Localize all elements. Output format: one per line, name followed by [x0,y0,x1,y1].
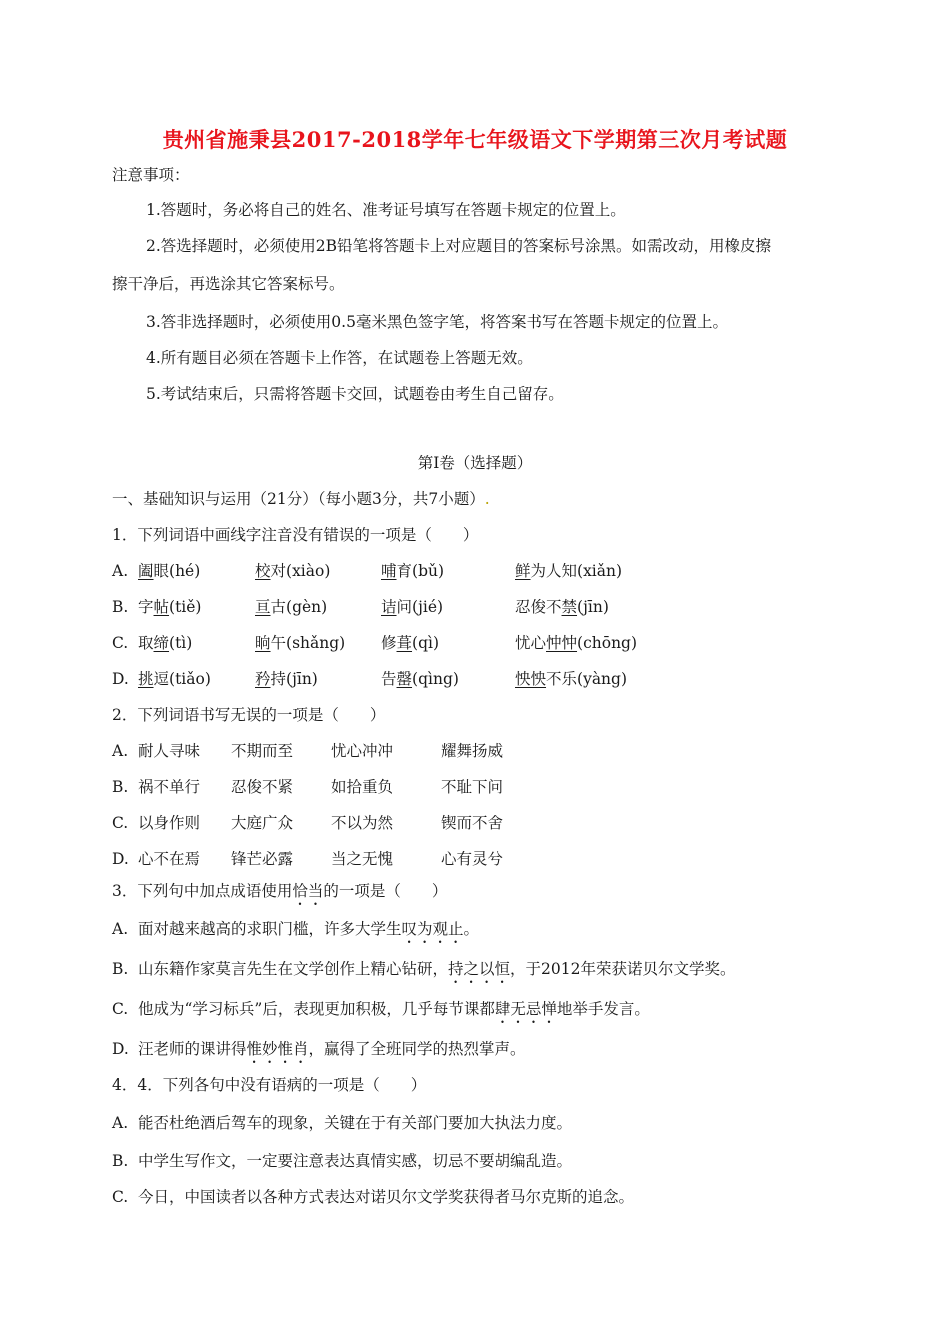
term-rest: 古(gèn) [270,598,328,616]
option-term [138,596,201,618]
notice-item-4: 4.所有题目必须在答题卡上作答，在试题卷上答题无效。 [146,349,533,367]
term-rest: 午(shǎng) [270,634,346,652]
option-term [255,560,330,582]
term-rest: 为人知(xiǎn) [530,562,623,580]
q2-stem: 2．下列词语书写无误的一项是（ ） [112,706,386,724]
q3-option-d [112,1038,526,1067]
option-term: 锋芒必露 [231,850,294,868]
sentence-pre: 他成为“学习标兵”后，表现更加积极，几乎每节课都 [138,1000,495,1018]
option-term: 如拾重负 [331,778,394,796]
sentence-post: ，于2012年荣获诺贝尔文学奖。 [510,960,736,978]
option-term: 忍俊不紧 [231,778,294,796]
option-term: 当之无愧 [331,850,394,868]
underlined-char: 怏怏 [515,670,547,688]
option-term: 不以为然 [331,814,394,832]
q1-stem: 1．下列词语中画线字注音没有错误的一项是（ ） [112,526,479,544]
sentence-pre: 山东籍作家莫言先生在文学创作上精心钻研， [138,960,449,978]
q4-option-a [112,1112,572,1134]
q3-stem-pre: 3．下列句中加点成语使用 [112,882,293,900]
option-term: 不耻下问 [441,778,504,796]
notice-item-1: 1.答题时，务必将自己的姓名、准考证号填写在答题卡规定的位置上。 [146,201,626,219]
option-label: D. [112,1040,129,1058]
term-rest: (qìng) [412,670,459,688]
option-term: 祸不单行 [138,778,201,796]
option-term [515,668,627,690]
option-label: A. [112,920,129,938]
term-rest: 逗(tiǎo) [153,670,211,688]
notice-item-2-cont: 擦干净后，再选涂其它答案标号。 [112,275,345,293]
option-term [515,560,622,582]
underlined-char: 缔 [153,634,170,652]
term-prefix: 忧心 [515,634,547,652]
option-term: 耐人寻味 [138,742,201,760]
sentence-pre: 汪老师的课讲得 [138,1040,247,1058]
sentence-post: ，赢得了全班同学的热烈掌声。 [308,1040,526,1058]
exam-title: 贵州省施秉县2017-2018学年七年级语文下学期第三次月考试题 [162,127,788,152]
option-term [515,596,609,618]
term-rest: 育(bǔ) [396,562,445,580]
option-label: A. [112,562,129,580]
underlined-char: 诘 [381,598,397,616]
option-label: D. [112,670,129,688]
term-rest: (qì) [412,634,440,652]
option-text: 今日，中国读者以各种方式表达对诺贝尔文学奖获得者马尔克斯的追念。 [138,1188,635,1206]
underlined-char: 鲜 [515,562,531,580]
underlined-char: 亘 [255,598,271,616]
option-text: 中学生写作文，一定要注意表达真情实感，切忌不要胡编乱造。 [138,1152,573,1170]
q3-stem-emphasis: 恰当 [292,882,324,900]
term-prefix: 修 [381,634,397,652]
sentence-post: 。 [463,920,480,938]
option-label: A. [112,1114,129,1132]
option-term [381,560,444,582]
q4-stem: 4．4．下列各句中没有语病的一项是（ ） [112,1076,427,1094]
part1-mark: . [484,490,490,508]
option-label: B. [112,778,129,796]
term-prefix: 取 [138,634,154,652]
q3-option-b [112,958,735,987]
option-label: B. [112,598,129,616]
option-term [138,668,211,690]
option-term: 心有灵兮 [441,850,504,868]
option-term: 耀舞扬威 [441,742,504,760]
underlined-char: 挑 [138,670,154,688]
part1-heading [112,488,490,510]
underlined-char: 罄 [396,670,413,688]
option-term [381,596,443,618]
term-rest: 问(jié) [396,598,444,616]
underlined-char: 葺 [396,634,413,652]
option-term: 锲而不舍 [441,814,504,832]
term-rest: (jīn) [577,598,609,616]
option-term [255,596,327,618]
option-term [515,632,637,654]
option-term: 忧心冲冲 [331,742,394,760]
q4-option-c [112,1186,634,1208]
term-rest: 眼(hé) [153,562,201,580]
option-term: 不期而至 [231,742,294,760]
term-prefix: 忍俊不 [515,598,562,616]
option-label: C. [112,814,129,832]
option-term [138,560,200,582]
underlined-char: 阖 [138,562,154,580]
option-label: C. [112,1188,129,1206]
q3-stem [112,880,447,909]
option-label: C. [112,634,129,652]
term-rest: 对(xiào) [270,562,331,580]
term-rest: (tì) [169,634,193,652]
term-rest: 不乐(yàng) [546,670,628,688]
option-term: 大庭广众 [231,814,294,832]
term-rest: (tiě) [169,598,202,616]
part1-heading-text: 一、基础知识与运用（21分）（每小题3分，共7小题） [112,490,485,508]
option-label: D. [112,850,129,868]
option-term [255,668,318,690]
underlined-char: 矜 [255,670,271,688]
sentence-post: 地举手发言。 [556,1000,650,1018]
notice-item-3: 3.答非选择题时，必须使用0.5毫米黑色签字笔，将答案书写在答题卡规定的位置上。 [146,313,728,331]
underlined-char: 哺 [381,562,397,580]
option-term [255,632,345,654]
emphasized-idiom: 叹为观止 [401,920,464,938]
option-term: 以身作则 [138,814,201,832]
underlined-char: 校 [255,562,271,580]
notice-item-2: 2.答选择题时，必须使用2B铅笔将答题卡上对应题目的答案标号涂黑。如需改动，用橡皮擦 [146,237,772,255]
emphasized-idiom: 肆无忌惮 [494,1000,557,1018]
sentence-pre: 面对越来越高的求职门槛，许多大学生 [138,920,402,938]
underlined-char: 晌 [255,634,271,652]
underlined-char: 禁 [561,598,578,616]
option-term: 心不在焉 [138,850,201,868]
notice-heading: 注意事项： [112,166,190,184]
term-rest: (chōng) [577,634,638,652]
q3-stem-post: 的一项是（ ） [323,882,448,900]
term-rest: 持(jīn) [270,670,318,688]
option-term [381,668,459,690]
option-text: 能否杜绝酒后驾车的现象，关键在于有关部门要加大执法力度。 [138,1114,573,1132]
q4-option-b [112,1150,572,1172]
q3-option-a [112,918,479,947]
emphasized-idiom: 持之以恒 [448,960,511,978]
option-label: C. [112,1000,129,1018]
term-prefix: 告 [381,670,397,688]
section-title: 第Ⅰ卷（选择题） [417,454,533,472]
option-label: A. [112,742,129,760]
underlined-char: 忡忡 [546,634,578,652]
option-term [381,632,439,654]
emphasized-idiom: 惟妙惟肖 [246,1040,309,1058]
underlined-char: 帖 [153,598,170,616]
term-prefix: 字 [138,598,154,616]
option-label: B. [112,960,129,978]
notice-item-5: 5.考试结束后，只需将答题卡交回，试题卷由考生自己留存。 [146,385,564,403]
option-label: B. [112,1152,129,1170]
option-term [138,632,192,654]
q3-option-c [112,998,650,1027]
